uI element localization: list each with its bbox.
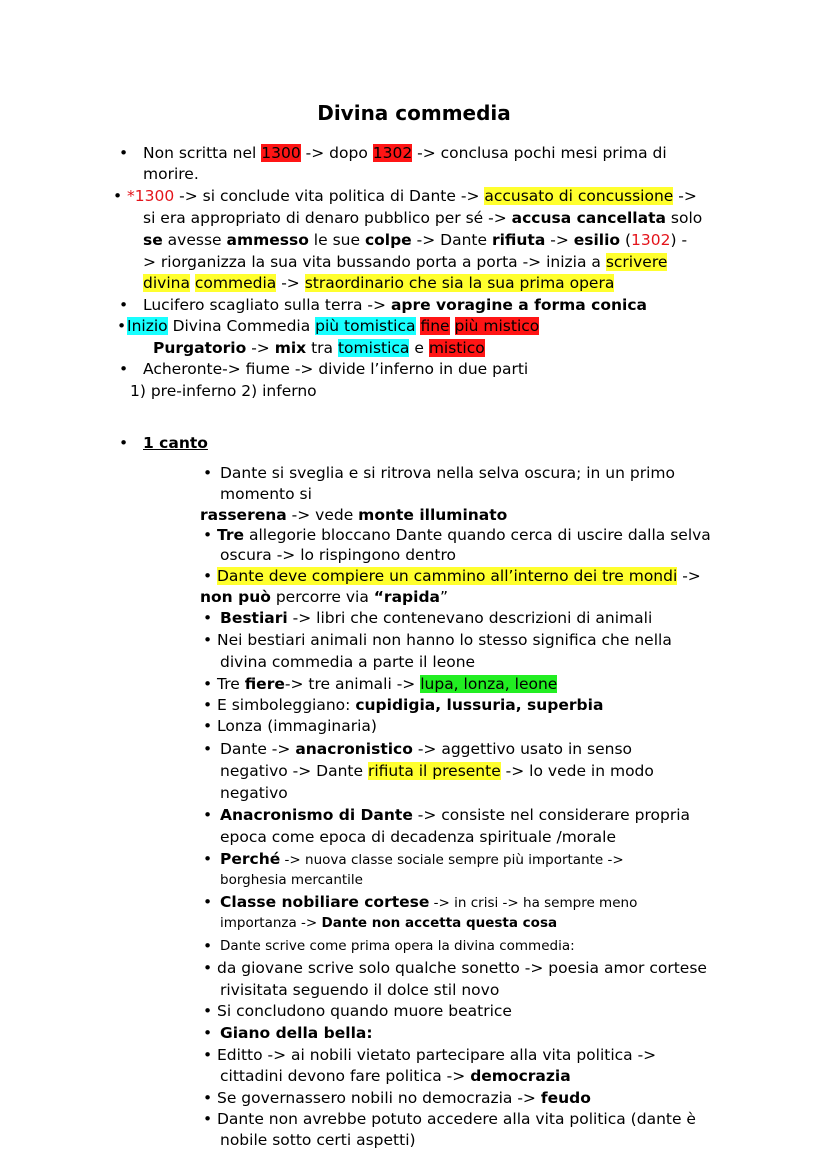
bullet: • [119, 434, 129, 452]
list-item-cont: negativo -> Dante rifiuta il presente -> lo vede in modo [220, 762, 654, 780]
list-item-cont: divina commedia a parte il leone [220, 653, 476, 671]
section-heading: 1 canto [143, 434, 208, 452]
bullet: • [203, 1046, 213, 1064]
bullet: • [203, 631, 213, 649]
bullet: • [203, 609, 213, 627]
list-item: Nei bestiari animali non hanno lo stesso significa che nella [217, 631, 672, 649]
list-item-cont: epoca come epoca di decadenza spirituale /morale [220, 828, 616, 846]
bullet: • [203, 806, 213, 824]
bullet: • [119, 144, 129, 162]
list-item-cont: si era appropriato di denaro pubblico per sé -> accusa cancellata solo [143, 209, 703, 227]
list-item: Se governassero nobili no democrazia -> feudo [217, 1089, 591, 1107]
bullet: • [119, 360, 129, 378]
bullet: • [203, 567, 213, 585]
bullet: • [203, 959, 213, 977]
list-item: Dante -> anacronistico -> aggettivo usato in senso [220, 740, 633, 758]
list-item: Bestiari -> libri che contenevano descrizioni di animali [220, 609, 653, 627]
list-item-cont: oscura -> lo rispingono dentro [220, 546, 456, 564]
bullet: • [203, 1024, 213, 1042]
bullet: • [203, 937, 213, 955]
list-item: Lonza (immaginaria) [217, 717, 377, 735]
list-item-cont: Purgatorio -> mix tra tomistica e mistico [153, 339, 485, 357]
list-item: *1300 -> si conclude vita politica di Dante -> accusato di concussione -> [127, 187, 697, 205]
list-item: da giovane scrive solo qualche sonetto -> poesia amor cortese [217, 959, 707, 977]
list-item-cont: nobile sotto certi aspetti) [220, 1131, 416, 1149]
list-item-cont: importanza -> Dante non accetta questa cosa [220, 915, 558, 931]
list-item: E simboleggiano: cupidigia, lussuria, superbia [217, 696, 604, 714]
list-item: Anacronismo di Dante -> consiste nel considerare propria [220, 806, 691, 824]
bullet: • [119, 296, 129, 314]
bullet: • [113, 187, 123, 205]
list-item: Tre allegorie bloccano Dante quando cerca di uscire dalla selva [217, 526, 711, 544]
bullet: • [203, 717, 213, 735]
list-item-cont: negativo [220, 784, 288, 802]
bullet: • [203, 1110, 213, 1128]
list-item: Perché -> nuova classe sociale sempre più importante -> [220, 850, 624, 868]
list-item-cont: rasserena -> vede monte illuminato [200, 506, 508, 524]
bullet: • [203, 675, 213, 693]
bullet: • [203, 893, 213, 911]
list-item-cont: divina commedia -> straordinario che sia la sua prima opera [143, 274, 615, 292]
bullet: • [203, 850, 213, 868]
list-item: Si concludono quando muore beatrice [217, 1002, 512, 1020]
list-item-cont: non può percorre via “rapida” [200, 588, 449, 606]
list-item-cont: borghesia mercantile [220, 872, 363, 888]
list-item: Tre fiere-> tre animali -> lupa, lonza, leone [217, 675, 558, 693]
list-item: Giano della bella: [220, 1024, 373, 1042]
list-item-cont: rivisitata seguendo il dolce stil novo [220, 981, 500, 999]
list-item-cont: momento si [220, 485, 312, 503]
bullet: • [203, 696, 213, 714]
list-item-cont: cittadini devono fare politica -> democrazia [220, 1067, 571, 1085]
bullet: • [203, 526, 213, 544]
list-item: Lucifero scagliato sulla terra -> apre voragine a forma conica [143, 296, 647, 314]
bullet: • [203, 1002, 213, 1020]
bullet: • [117, 317, 127, 335]
list-item: Acheronte-> fiume -> divide l’inferno in due parti [143, 360, 529, 378]
bullet: • [203, 740, 213, 758]
list-item: Dante deve compiere un cammino all’interno dei tre mondi -> [217, 567, 701, 585]
bullet: • [203, 1089, 213, 1107]
list-item: Dante non avrebbe potuto accedere alla vita politica (dante è [217, 1110, 696, 1128]
list-item: Editto -> ai nobili vietato partecipare alla vita politica -> [217, 1046, 657, 1064]
list-item-cont: > riorganizza la sua vita bussando porta a porta -> inizia a scrivere [143, 253, 668, 271]
list-item: Dante scrive come prima opera la divina commedia: [220, 938, 575, 954]
list-item-cont: morire. [143, 165, 199, 183]
list-item: Classe nobiliare cortese -> in crisi -> ha sempre meno [220, 893, 638, 911]
list-item: Inizio Divina Commedia più tomistica fine più mistico [127, 317, 540, 335]
page-title: Divina commedia [317, 101, 511, 125]
list-item-cont: 1) pre-inferno 2) inferno [130, 382, 317, 400]
list-item: Non scritta nel 1300 -> dopo 1302 -> conclusa pochi mesi prima di [143, 144, 667, 162]
list-item-cont: se avesse ammesso le sue colpe -> Dante rifiuta -> esilio (1302) - [143, 231, 688, 249]
list-item: Dante si sveglia e si ritrova nella selva oscura; in un primo [220, 464, 675, 482]
bullet: • [203, 464, 213, 482]
